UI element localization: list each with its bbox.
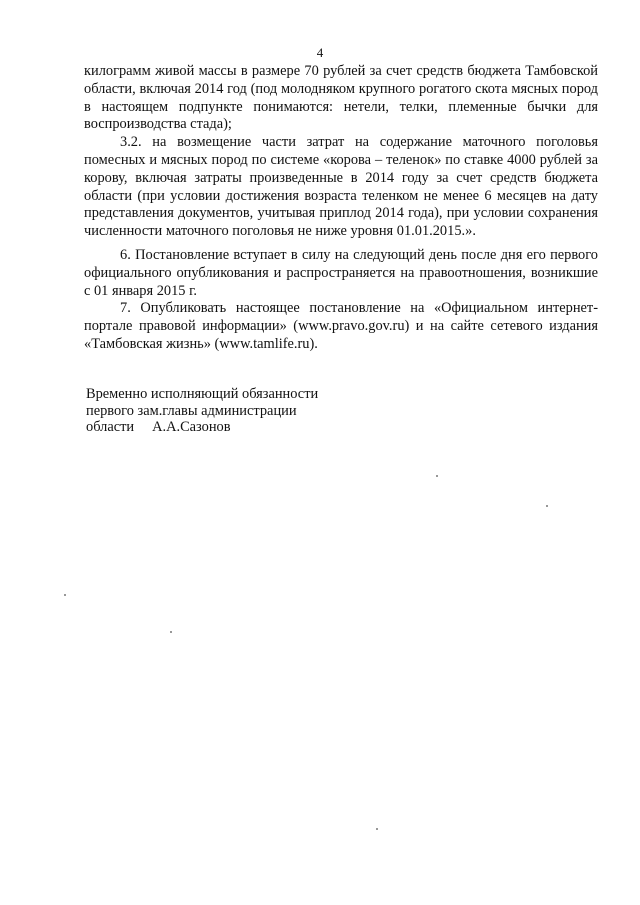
signature-name-line: области А.А.Сазонов xyxy=(86,419,231,435)
scan-speck xyxy=(64,594,66,596)
paragraph-3-2: 3.2. на возмещение части затрат на содержание маточного поголовья помесных и мясных пород по системе «корова – теленок» по ставке 4000 рублей за корову, включая затраты произведенные в 2014 году за счет средств бюджета области (при условии достижения возраста теленком не менее 6 месяцев на дату представления документов, учитывая приплод 2014 года), при условии сохранения численности маточного поголовья не ниже уровня 01.01.2015.». xyxy=(84,134,598,240)
scan-speck xyxy=(376,828,378,830)
signature-title-line-1: Временно исполняющий обязанности xyxy=(86,386,319,402)
page-number: 4 xyxy=(316,45,324,60)
paragraph-continuation: килограмм живой массы в размере 70 рублей за счет средств бюджета Тамбовской области, включая 2014 год (под молодняком крупного рогатого скота мясных пород в настоящем подпункте понимаются: нетели, телки, племенные бычки для воспроизводства стада); xyxy=(84,63,598,133)
signature-title-line-2: первого зам.главы администрации xyxy=(86,402,297,419)
document-body xyxy=(84,63,598,354)
paragraph-6: 6. Постановление вступает в силу на следующий день после дня его первого официального опубликования и распространяется на правоотношения, возникшие с 01 января 2015 г. xyxy=(84,246,598,299)
scan-speck xyxy=(170,631,172,633)
scan-speck xyxy=(436,475,438,477)
signature-block xyxy=(86,386,318,436)
scan-speck xyxy=(546,505,548,507)
paragraph-7: 7. Опубликовать настоящее постановление на «Официальном интернет-портале правовой информации» (www.pravo.gov.ru) и на сайте сетевого издания «Тамбовская жизнь» (www.tamlife.ru). xyxy=(84,300,598,352)
